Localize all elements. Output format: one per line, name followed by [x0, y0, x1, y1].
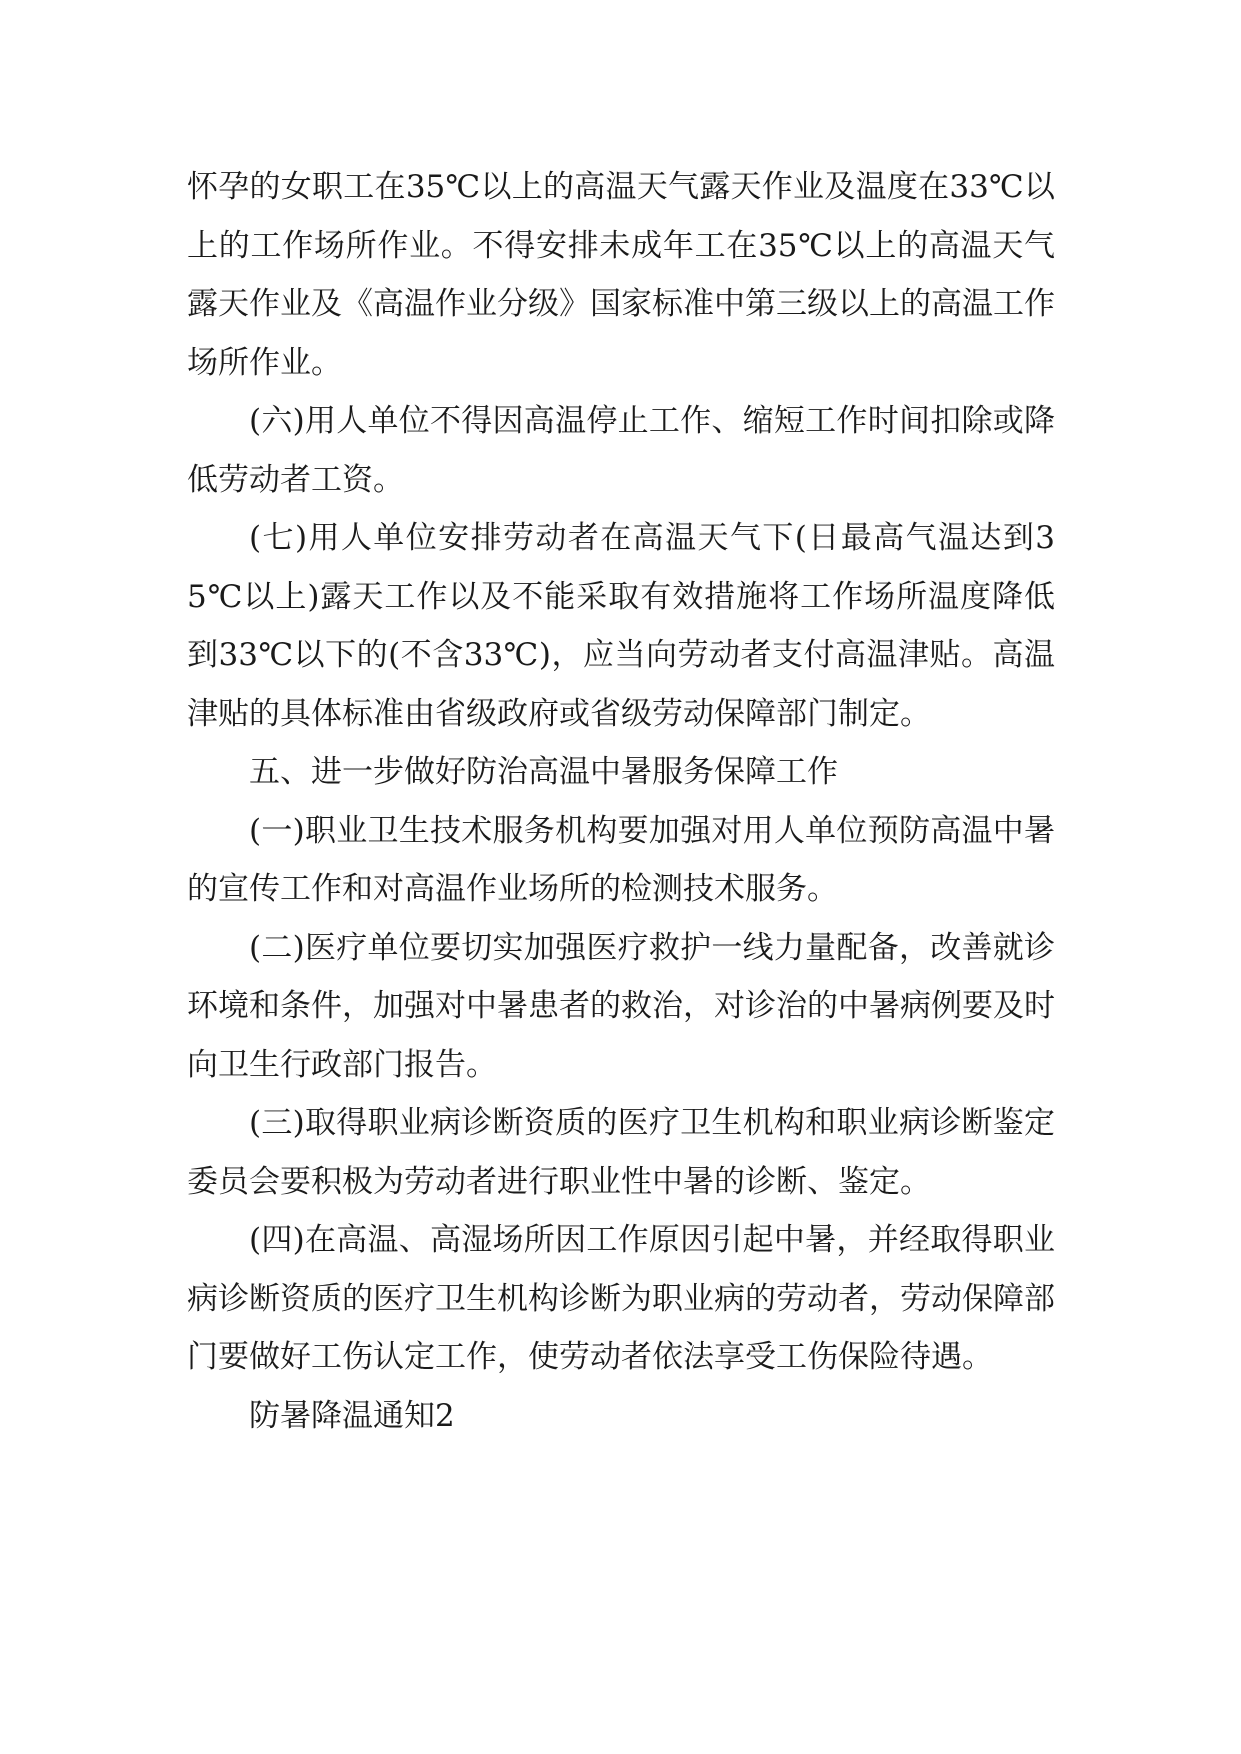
paragraph-item-1: (一)职业卫生技术服务机构要加强对用人单位预防高温中暑的宣传工作和对高温作业场所的检测技术服务。: [187, 812, 1055, 907]
next-notice-title: 防暑降温通知2: [249, 1397, 455, 1434]
paragraph-item-2: (二)医疗单位要切实加强医疗救护一线力量配备，改善就诊环境和条件，加强对中暑患者的救治，对诊治的中暑病例要及时向卫生行政部门报告。: [187, 929, 1055, 1083]
section-heading-5: 五、进一步做好防治高温中暑服务保障工作: [249, 754, 838, 790]
paragraph-item-3: (三)取得职业病诊断资质的医疗卫生机构和职业病诊断鉴定委员会要积极为劳动者进行职业性中暑的诊断、鉴定。: [187, 1105, 1055, 1200]
document-body: [187, 158, 1055, 1445]
paragraph-item-6: (六)用人单位不得因高温停止工作、缩短工作时间扣除或降低劳动者工资。: [187, 403, 1055, 498]
paragraph-item-4: (四)在高温、高湿场所因工作原因引起中暑，并经取得职业病诊断资质的医疗卫生机构诊断为职业病的劳动者，劳动保障部门要做好工伤认定工作，使劳动者依法享受工伤保险待遇。: [187, 1222, 1055, 1375]
paragraph-item-7: (七)用人单位安排劳动者在高温天气下(日最高气温达到35℃以上)露天工作以及不能采取有效措施将工作场所温度降低到33℃以下的(不含33℃)，应当向劳动者支付高温津贴。高温津贴的具体标准由省级政府或省级劳动保障部门制定。: [187, 520, 1055, 732]
paragraph-continuation: 怀孕的女职工在35℃以上的高温天气露天作业及温度在33℃以上的工作场所作业。不得安排未成年工在35℃以上的高温天气露天作业及《高温作业分级》国家标准中第三级以上的高温工作场所作业。: [187, 169, 1055, 381]
